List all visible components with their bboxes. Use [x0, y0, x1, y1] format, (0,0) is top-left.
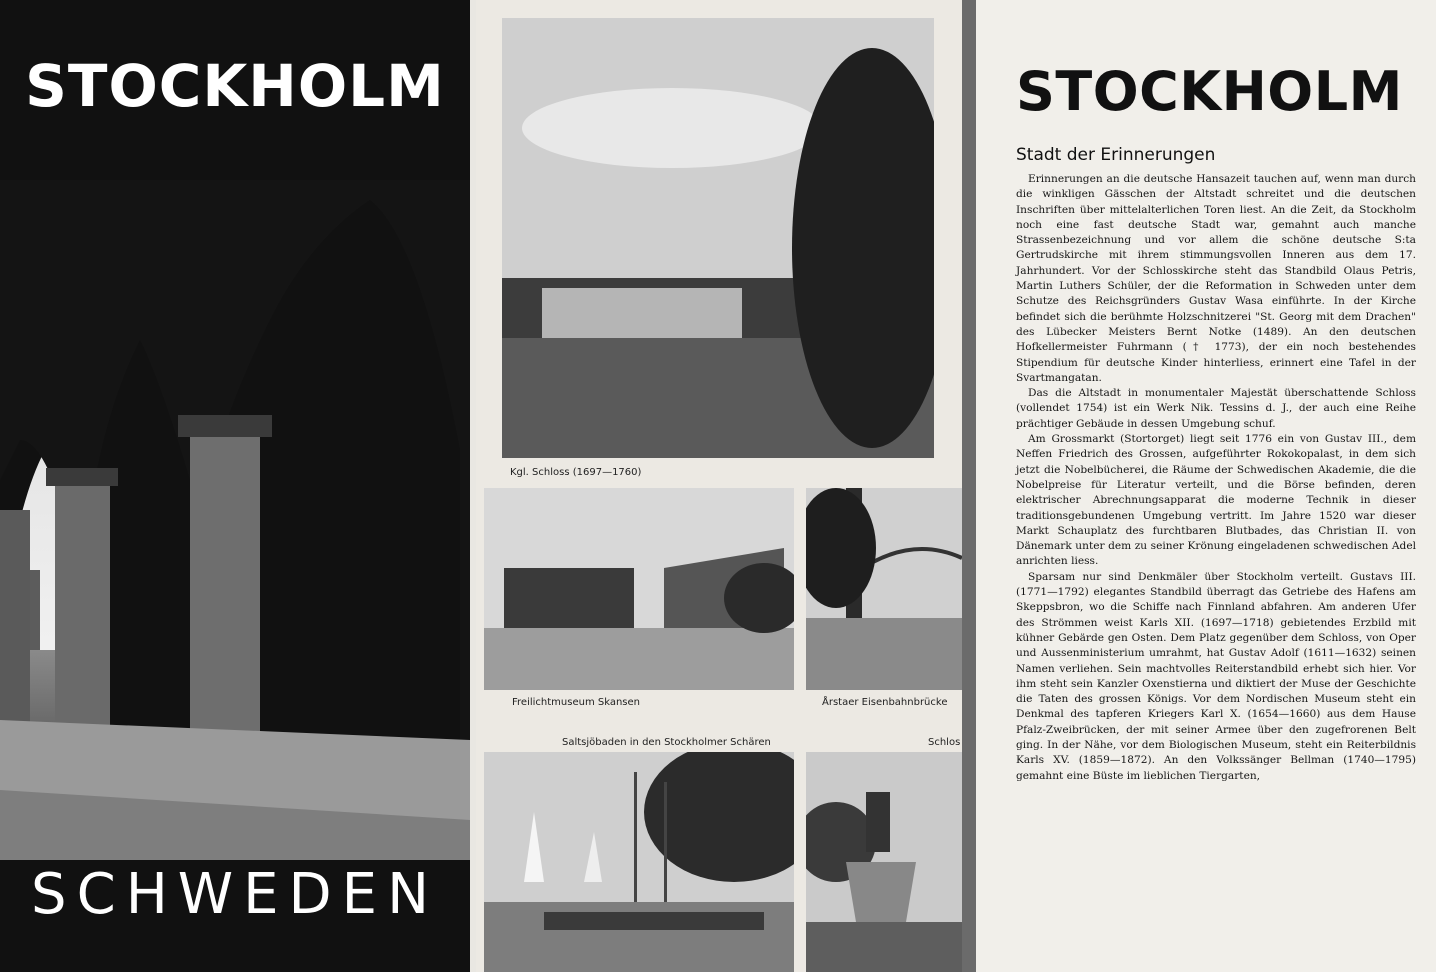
skansen-photo [484, 488, 794, 690]
cover-country: SCHWEDEN [31, 862, 439, 927]
paragraph: Das die Altstadt in monumentaler Majestät überschattende Schloss (vollendet 1754) ist ein Werk Nik. Tessins d. J., der auch eine Reihe prächtiger Gebäude in dessen Umgebung schuf. [1016, 387, 1416, 430]
article-subtitle: Stadt der Erinnerungen [1016, 145, 1216, 165]
caption-skansen: Freilichtmuseum Skansen [512, 697, 640, 708]
paragraph: Sparsam nur sind Denkmäler über Stockholm verteilt. Gustavs III. (1771—1792) elegantes Standbild überragt das Getriebe des Hafens am Skeppsbron, wo die Schiffe nach Finnland abfahren. Am anderen Ufer des Strömmen weist Karls XII. (1697—1718) gebietendes Erzbild mit kühner Gebärde gen Osten. Dem Platz gegenüber dem Schloss, von Oper und Aussenministerium umrahmt, hat Gustav Adolf (1611—1632) seinen Namen verliehen. Sein machtvolles Reiterstandbild erhebt sich hier. Vor ihm steht sein Kanzler Oxenstierna und diktiert der Muse der Geschichte die Taten des grossen Königs. Vor dem Nordischen Museum steht ein Denkmal des tapferen Kriegers Karl X. (1654—1660) aus dem Hause Pfalz-Zweibrücken, der mit seiner Armee über den zugefrorenen Belt ging. In der Nähe, vor dem Biologischen Museum, steht ein Reiterbildnis Karls XV. (1859—1872). An den Volkssänger Bellman (1740—1795) gemahnt eine Büste im lieblichen Tiergarten, [1016, 570, 1416, 782]
fold-edge [962, 0, 976, 972]
caption-castle: Kgl. Schloss (1697—1760) [510, 467, 642, 478]
harbor-photo [484, 752, 794, 972]
caption-bridge: Årstaer Eisenbahnbrücke [822, 697, 948, 708]
caption-schloss: Schlos [928, 737, 961, 748]
caption-saltsjobaden: Saltsjöbaden in den Stockholmer Schären [562, 737, 771, 748]
article-title: STOCKHOLM [1016, 60, 1403, 123]
paragraph: Erinnerungen an die deutsche Hansazeit tauchen auf, wenn man durch die winkligen Gässchen der Altstadt schreitet und die deutschen Inschriften über mittelalterlichen Toren liest. An die Zeit, da Stockholm noch eine fast deutsche Stadt war, gemahnt auch manche Strassenbezeichnung und vor allem die schöne deutsche S:ta Gertrudskirche mit ihrem stimmungsvollen Inneren aus dem 17. Jahrhundert. Vor der Schlosskirche steht das Standbild Olaus Petris, Martin Luthers Schüler, der die Reformation in Schweden unter dem Schutze des Reichsgründers Gustav Wasa einführte. In der Kirche befindet sich die berühmte Holzschnitzerei "St. Georg mit dem Drachen" des Lübecker Meisters Bernt Notke (1489). An den deutschen Hofkellermeister Fuhrmann († 1773), der ein noch bestehendes Stipendium für deutsche Kinder hinterliess, erinnert eine Tafel in der Svartmangatan. [1016, 173, 1416, 384]
paragraph: Am Grossmarkt (Stortorget) liegt seit 1776 ein von Gustav III., dem Neffen Friedrich des Grossen, aufgeführter Rokokopalast, in dem sich jetzt die Nobelbücherei, die Räume der Schwedischen Akademie, die die Nobelpreise für Literatur verteilt, und die Börse befinden, deren elektrischer Abrechnungsapparat die moderne Technik in dieser traditionsgebundenen Umgebung vertritt. Im Jahre 1520 war dieser Markt Schauplatz des furchtbaren Blutbades, das Christian II. von Dänemark unter dem zu seiner Krönung eingeladenen schwedischen Adel anrichten liess. [1016, 433, 1416, 568]
brochure-cover [0, 0, 470, 972]
castle-photo [502, 18, 934, 458]
arcade-photo [0, 180, 470, 860]
article-body [1016, 172, 1416, 784]
cover-title: STOCKHOLM [25, 52, 445, 120]
statue-photo [806, 752, 962, 972]
photo-panel [476, 0, 962, 972]
article-panel [962, 0, 1436, 972]
bridge-photo [806, 488, 962, 690]
